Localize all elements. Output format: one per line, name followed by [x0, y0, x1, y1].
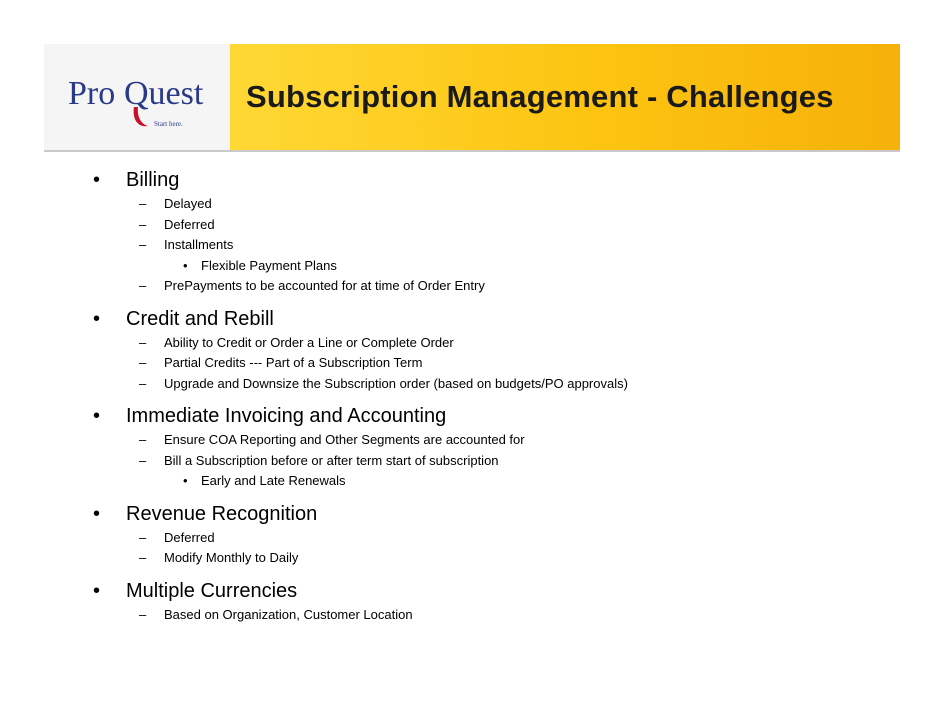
dash-marker: – — [139, 355, 147, 370]
sub-bullet-label: Based on Organization, Customer Location — [164, 606, 413, 622]
bullet-marker: • — [93, 579, 101, 602]
sub-bullet-group — [0, 333, 942, 395]
sub-bullet-item — [0, 215, 942, 236]
dash-marker: – — [139, 452, 147, 468]
bullet-item-label: Immediate Invoicing and Accounting — [126, 405, 447, 427]
sub-bullet-item — [0, 374, 942, 395]
sub-bullet-label: Installments — [164, 237, 234, 252]
sub-bullet-item — [0, 451, 942, 472]
title-panel — [230, 44, 900, 150]
bullet-marker: • — [93, 502, 101, 525]
bullet-item — [0, 404, 942, 428]
sub-bullet-item — [0, 548, 942, 569]
bullet-marker: • — [183, 257, 188, 273]
dash-marker: – — [139, 278, 147, 293]
proquest-logo — [66, 64, 208, 134]
sub-bullet-item — [0, 605, 942, 626]
bullet-list — [0, 168, 942, 625]
sub-bullet-label: Deferred — [164, 216, 215, 232]
logo-panel — [44, 44, 230, 150]
sub-bullet-item — [0, 235, 942, 256]
bullet-item — [0, 579, 942, 603]
dash-marker: – — [139, 375, 147, 391]
bullet-item-label: Multiple Currencies — [126, 579, 298, 602]
slide-header — [44, 44, 900, 152]
bullet-item-label: Revenue Recognition — [126, 502, 318, 525]
sub-bullet-label: Modify Monthly to Daily — [164, 550, 299, 565]
bullet-marker: • — [183, 473, 188, 488]
bullet-marker: • — [93, 169, 101, 191]
sub-bullet-label: Upgrade and Downsize the Subscription order (based on budgets/PO approvals) — [164, 375, 628, 391]
dash-marker: – — [139, 432, 147, 447]
sub-bullet-label: Bill a Subscription before or after term start of subscription — [164, 452, 499, 468]
sub-sub-bullet-label: Flexible Payment Plans — [201, 257, 337, 273]
slide-title: Subscription Management - Challenges — [246, 79, 834, 114]
sub-bullet-group — [0, 430, 942, 492]
dash-marker: – — [139, 606, 147, 622]
sub-bullet-label: Partial Credits --- Part of a Subscription Term — [164, 355, 423, 370]
sub-bullet-label: Ability to Credit or Order a Line or Complete Order — [164, 334, 454, 350]
bullet-marker: • — [93, 307, 101, 330]
bullet-item-label: Credit and Rebill — [126, 307, 274, 330]
logo-quest-text: Quest — [124, 75, 204, 112]
sub-bullet-item — [0, 276, 942, 297]
sub-bullet-item — [0, 333, 942, 354]
sub-bullet-item — [0, 430, 942, 451]
sub-bullet-item — [0, 194, 942, 215]
sub-bullet-item — [0, 353, 942, 374]
sub-sub-bullet-label: Early and Late Renewals — [201, 473, 346, 488]
dash-marker: – — [139, 237, 147, 252]
bullet-marker: • — [93, 405, 101, 427]
sub-bullet-label: Ensure COA Reporting and Other Segments are accounted for — [164, 432, 525, 447]
bullet-item — [0, 307, 942, 331]
sub-bullet-group — [0, 528, 942, 569]
sub-bullet-label: Delayed — [164, 196, 212, 211]
sub-bullet-group — [0, 605, 942, 626]
bullet-item — [0, 502, 942, 526]
logo-pro-text: Pro — [68, 75, 116, 112]
dash-marker: – — [139, 334, 147, 350]
sub-bullet-item — [0, 528, 942, 549]
dash-marker: – — [139, 529, 147, 545]
dash-marker: – — [139, 550, 147, 565]
bullet-item-label: Billing — [126, 169, 180, 191]
bullet-item — [0, 168, 942, 192]
sub-bullet-group — [0, 194, 942, 297]
dash-marker: – — [139, 196, 147, 211]
dash-marker: – — [139, 216, 147, 232]
sub-sub-bullet-item — [0, 471, 942, 492]
sub-bullet-label: Deferred — [164, 529, 215, 545]
sub-bullet-label: PrePayments to be accounted for at time of Order Entry — [164, 278, 485, 293]
logo-tagline: Start here. — [154, 120, 183, 128]
sub-sub-bullet-item — [0, 256, 942, 277]
